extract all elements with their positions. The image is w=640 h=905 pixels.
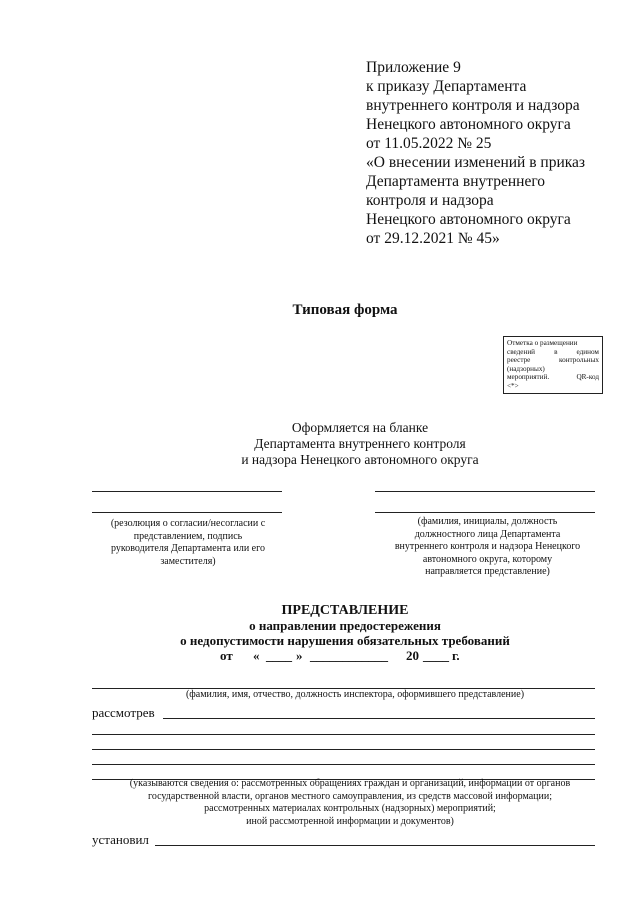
inspector-caption: (фамилия, имя, отчество, должность инспектора, оформившего представление) xyxy=(185,689,525,700)
appendix-line: Ненецкого автономного округа xyxy=(366,211,571,228)
registry-line xyxy=(507,348,599,357)
date-from-label: от xyxy=(220,648,233,663)
caption-line: внутреннего контроля и надзора Ненецкого xyxy=(394,541,581,552)
date-day-field[interactable]: ____ xyxy=(266,648,292,663)
date-year-suffix: г. xyxy=(452,648,460,663)
caption-line: заместителя) xyxy=(160,555,216,567)
letterhead-note xyxy=(200,420,520,468)
caption-line: иной рассмотренной информации и документов) xyxy=(246,815,454,827)
letterhead-note-line: и надзора Ненецкого автономного округа xyxy=(241,452,479,467)
reviewed-line[interactable] xyxy=(163,718,595,719)
document-heading xyxy=(120,603,570,648)
appendix-line: от 11.05.2022 № 25 xyxy=(366,135,492,152)
caption-line: (резолюция о согласии/несогласии с xyxy=(110,518,266,529)
appendix-line: Приложение 9 xyxy=(366,59,461,76)
addressee-caption xyxy=(375,516,600,579)
form-title: Типовая форма xyxy=(292,302,398,318)
registry-word: едином xyxy=(576,347,599,356)
registry-word: в xyxy=(554,347,558,356)
appendix-line: внутреннего контроля и надзора xyxy=(366,97,580,114)
registry-mark-box xyxy=(503,336,603,394)
registry-line: (надзорных) xyxy=(507,364,545,373)
letterhead-note-line: Оформляется на бланке xyxy=(291,420,429,435)
registry-word: реестре xyxy=(507,356,531,364)
appendix-header xyxy=(366,58,636,248)
caption-line: представлением, подпись xyxy=(133,530,243,542)
registry-word: сведений xyxy=(507,347,536,356)
document-subtitle: о направлении предостережения xyxy=(249,618,441,633)
reviewed-label: рассмотрев xyxy=(92,705,155,720)
caption-line: руководителя Департамента или его xyxy=(111,543,265,554)
letterhead-note-line: Департамента внутреннего контроля xyxy=(254,436,466,451)
date-month-field[interactable]: ____________ xyxy=(310,648,388,663)
addressee-line[interactable] xyxy=(375,491,595,492)
appendix-line: контроля и надзора xyxy=(366,192,494,209)
resolution-caption xyxy=(88,518,288,568)
established-line[interactable] xyxy=(155,845,595,846)
appendix-line: к приказу Департамента xyxy=(366,78,527,95)
caption-line: государственной власти, органов местного самоуправления, из средств массовой информации; xyxy=(148,790,552,802)
date-open-quote: « xyxy=(253,648,260,663)
resolution-line[interactable] xyxy=(92,491,282,492)
registry-word: контрольных xyxy=(558,356,599,364)
caption-line: направляется представление) xyxy=(425,566,550,577)
reviewed-line[interactable] xyxy=(92,749,595,750)
registry-word: QR-код xyxy=(576,373,599,381)
caption-line: (фамилия, инициалы, должность xyxy=(417,516,558,527)
info-caption xyxy=(90,778,610,828)
appendix-line: от 29.12.2021 № 45» xyxy=(366,230,500,247)
registry-line: Отметка о размещении xyxy=(507,339,578,347)
caption-line: рассмотренных материалах контрольных (надзорных) мероприятий; xyxy=(204,803,496,814)
appendix-line: Департамента внутреннего xyxy=(366,173,546,190)
registry-word: мероприятий. xyxy=(507,373,550,381)
established-label: установил xyxy=(92,832,149,847)
date-close-quote: » xyxy=(296,648,303,663)
appendix-line: «О внесении изменений в приказ xyxy=(366,154,586,171)
addressee-line[interactable] xyxy=(375,512,595,513)
resolution-line[interactable] xyxy=(92,512,282,513)
document-subtitle: о недопустимости нарушения обязательных требований xyxy=(180,633,510,648)
caption-line: (указываются сведения о: рассмотренных обращениях граждан и организаций, информации от органов xyxy=(129,778,571,789)
registry-line xyxy=(507,373,599,382)
caption-line: автономного округа, которому xyxy=(422,553,553,565)
date-year-prefix: 20 xyxy=(406,648,419,663)
date-year-field[interactable]: ____ xyxy=(423,648,449,663)
caption-line: должностного лица Департамента xyxy=(414,528,561,540)
registry-line: <*> xyxy=(507,381,519,390)
document-title: ПРЕДСТАВЛЕНИЕ xyxy=(281,603,409,618)
registry-line xyxy=(507,356,599,365)
reviewed-line[interactable] xyxy=(92,764,595,765)
reviewed-line[interactable] xyxy=(92,734,595,735)
appendix-line: Ненецкого автономного округа xyxy=(366,116,571,133)
